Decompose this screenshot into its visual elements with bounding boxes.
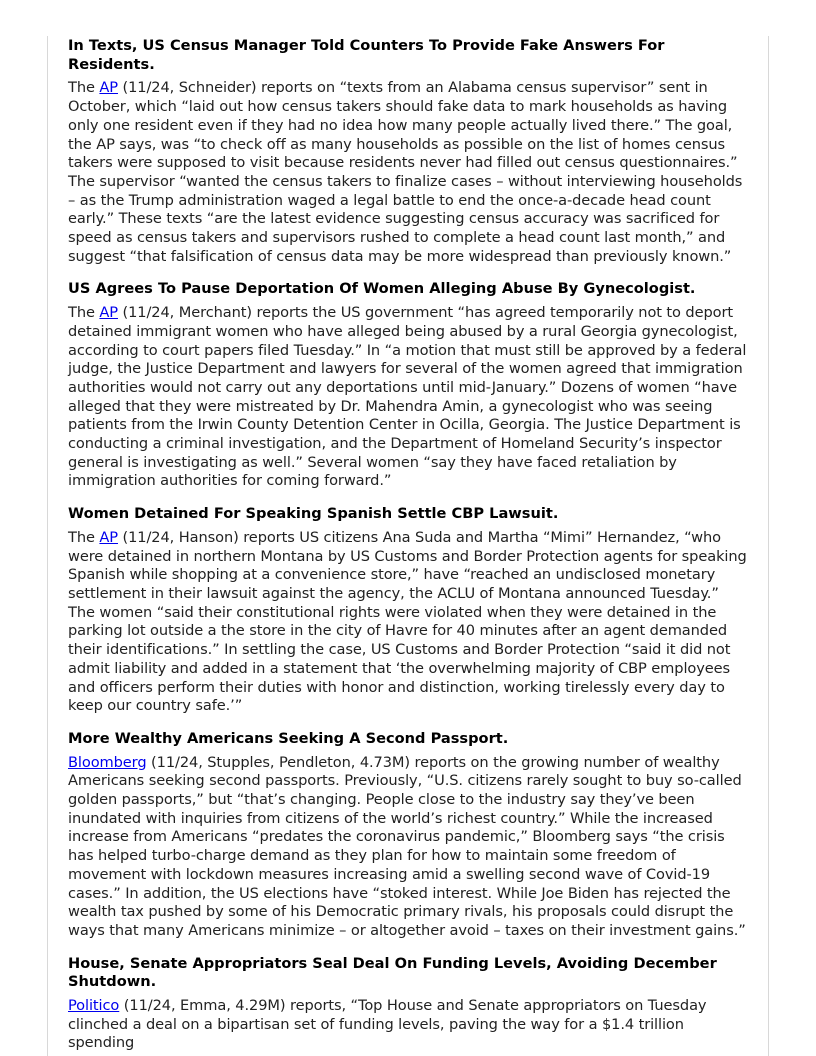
article xyxy=(68,955,750,1054)
article-body xyxy=(68,754,750,941)
article-body xyxy=(68,304,750,491)
news-content xyxy=(68,37,750,1056)
article-text: (11/24, Merchant) reports the US government “has agreed temporarily not to deport detained immigrant women who have alleged being abused by a rural Georgia gynecologist, according to court papers filed Tuesday.” In “a motion that must still be approved by a federal judge, the Justice Department and lawyers for several of the women agreed that immigration authorities would not carry out any deportations until mid-January.” Dozens of women “have alleged that they were mistreated by Dr. Mahendra Amin, a gynecologist who was seeing patients from the Irwin County Detention Center in Ocilla, Georgia. The Justice Department is conducting a criminal investigation, and the Department of Homeland Security’s inspector general is investigating as well.” Several women “say they have faced retaliation by immigration authorities for coming forward.” xyxy=(68,304,747,490)
article-lead: The xyxy=(68,304,100,322)
source-link[interactable]: Politico xyxy=(68,997,120,1015)
article-text: (11/24, Schneider) reports on “texts from an Alabama census supervisor” sent in October, which “laid out how census takers should fake data to mark households as having only one resident even if they had no idea how many people actually lived there.” The goal, the AP says, was “to check off as many households as possible on the list of homes census takers were supposed to visit because residents never had filled out census questionnaires.” The supervisor “wanted the census takers to finalize cases – without interviewing households – as the Trump administration waged a legal battle to end the once-a-decade head count early.” These texts “are the latest evidence suggesting census accuracy was sacrificed for speed as census takers and supervisors rushed to complete a head count last month,” and suggest “that falsification of census data may be more widespread than previously known.” xyxy=(68,79,743,265)
article-lead: The xyxy=(68,79,100,97)
article-headline: In Texts, US Census Manager Told Counters To Provide Fake Answers For Residents. xyxy=(68,37,665,73)
article-headline: Women Detained For Speaking Spanish Settle CBP Lawsuit. xyxy=(68,505,559,523)
article-body xyxy=(68,79,750,266)
article-headline: House, Senate Appropriators Seal Deal On Funding Levels, Avoiding December Shutdown. xyxy=(68,954,717,991)
article xyxy=(68,280,750,491)
right-border xyxy=(768,36,769,1056)
article-body xyxy=(68,529,750,716)
article-headline: More Wealthy Americans Seeking A Second Passport. xyxy=(68,729,509,747)
article-text: (11/24, Stupples, Pendleton, 4.73M) reports on the growing number of wealthy Americans seeking second passports. Previously, “U.S. citizens rarely sought to buy so-called golden passports,” but “that’s changing. People close to the industry say they’ve been inundated with inquiries from citizens of the world’s richest country.” While the increased increase from Americans “predates the coronavirus pandemic,” Bloomberg says “the crisis has helped turbo-charge demand as they plan for how to maintain some freedom of movement with lockdown measures increasing amid a swelling second wave of Covid-19 cases.” In addition, the US elections have “stoked interest. While Joe Biden has rejected the wealth tax pushed by some of his Democratic primary rivals, his proposals could disrupt the ways that many Americans minimize – or altogether avoid – taxes on their investment gains.” xyxy=(68,753,746,939)
article-text: (11/24, Emma, 4.29M) reports, “Top House and Senate appropriators on Tuesday clinched a deal on a bipartisan set of funding levels, paving the way for a $1.4 trillion spending xyxy=(68,997,707,1052)
article xyxy=(68,730,750,941)
article xyxy=(68,37,750,266)
article-text: (11/24, Hanson) reports US citizens Ana Suda and Martha “Mimi” Hernandez, “who were detained in northern Montana by US Customs and Border Protection agents for speaking Spanish while shopping at a convenience store,” have “reached an undisclosed monetary settlement in their lawsuit against the agency, the ACLU of Montana announced Tuesday.” The women “said their constitutional rights were violated when they were detained in the parking lot outside a the store in the city of Havre for 40 minutes after an agent demanded their identifications.” In settling the case, US Customs and Border Protection “said it did not admit liability and added in a statement that ‘the overwhelming majority of CBP employees and officers perform their duties with honor and distinction, working tirelessly every day to keep our country safe.’” xyxy=(68,528,747,715)
source-link[interactable]: AP xyxy=(99,79,118,97)
left-border xyxy=(47,36,48,1056)
article xyxy=(68,505,750,716)
article-lead: The xyxy=(68,528,100,546)
source-link[interactable]: Bloomberg xyxy=(68,753,147,771)
article-headline: US Agrees To Pause Deportation Of Women Alleging Abuse By Gynecologist. xyxy=(68,280,696,298)
article-body xyxy=(68,997,750,1053)
source-link[interactable]: AP xyxy=(99,304,118,322)
source-link[interactable]: AP xyxy=(99,528,118,546)
